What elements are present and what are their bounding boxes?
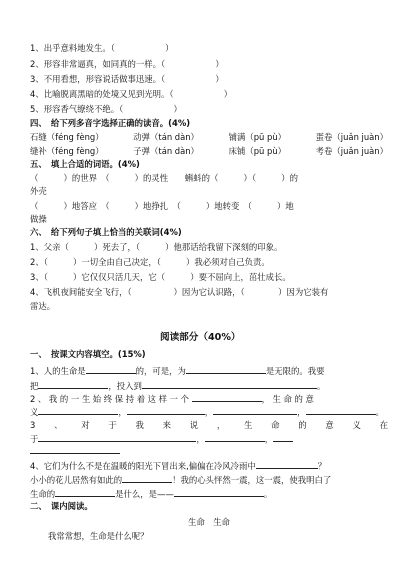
passage-first-line: 我常常想，生命是什么呢？ bbox=[48, 531, 149, 541]
pronunciation-option: 考卷（juǎn juàn） bbox=[315, 146, 388, 156]
reading-q1-line-2: 把 ，投入到 。 bbox=[30, 381, 326, 391]
blank[interactable] bbox=[30, 444, 120, 454]
pronunciation-row-1 bbox=[30, 131, 388, 143]
pronunciation-option: 床铺（pū pù） bbox=[228, 146, 287, 156]
pronunciation-option: 子弹（tán dàn） bbox=[133, 146, 199, 156]
reading-q3-line-3 bbox=[30, 444, 120, 457]
reading-q3-line-1: 3 、 对 于 我 来 说 ， 生 命 的 意 义 在 bbox=[30, 420, 388, 430]
section-6-heading: 六、 给下列句子填上恰当的关联词(4%) bbox=[30, 227, 182, 237]
blank[interactable] bbox=[86, 364, 136, 374]
section-5-heading: 五、 填上合适的词语。(4%) bbox=[30, 159, 140, 169]
pronunciation-option: 动弹（tán dàn） bbox=[133, 132, 199, 142]
reading-q1-line-1: 1、人的生命是 的，可是，为 是无限的。我要 bbox=[30, 366, 325, 376]
reading-section-2-heading: 二、 课内阅读。 bbox=[30, 501, 93, 511]
reading-q4-line-3: 生命的 是什么，是—— 。 bbox=[30, 489, 273, 499]
conjunction-item-1: 1、父亲（ ）死去了，（ ）他那话给我留下深刻的印象。 bbox=[30, 242, 283, 252]
pronunciation-option: 铺满（pū pù） bbox=[228, 132, 287, 142]
reading-q4-line-2: 小小的花儿居然有如此的 ！我的心头怦然一震，这一震，使我明白了 bbox=[30, 475, 332, 485]
blank[interactable] bbox=[256, 459, 318, 469]
fill-words-line-1: （ ）的世界 （ ）的灵性 蝌蚪的（ ）（ ）的 bbox=[30, 173, 298, 183]
definition-item-3: 3、不用看想，形容说话做事迅速。（ ） bbox=[30, 74, 224, 84]
blank[interactable] bbox=[273, 432, 293, 442]
pronunciation-option: 石缝（féng fèng） bbox=[30, 132, 104, 142]
conjunction-item-3: 3、（ ）它仅仅只活几天，它（ ）要不屈向上，茁壮成长。 bbox=[30, 272, 291, 282]
blank[interactable] bbox=[192, 392, 262, 402]
pronunciation-row-2 bbox=[30, 145, 388, 157]
conjunction-item-4: 4、飞机夜间能安全飞行，（ ）因为它认识路，（ ）因为它装有 bbox=[30, 287, 329, 297]
blank[interactable] bbox=[122, 473, 172, 483]
pronunciation-option: 蛋卷（juǎn juàn） bbox=[315, 132, 388, 142]
section-4-heading: 四、 给下列多音字选择正确的读音。(4%) bbox=[30, 118, 191, 128]
fill-words-line-1-cont: 外壳 bbox=[30, 186, 47, 196]
reading-q4-line-1: 4、它们为什么不是在温暖的阳光下冒出来,偏偏在冷风冷雨中 ？ bbox=[30, 461, 327, 471]
definition-item-1: 1、出乎意料地发生。（ ） bbox=[30, 43, 174, 53]
reading-q3-line-2: 于 ， ， bbox=[30, 432, 293, 445]
blank[interactable] bbox=[38, 379, 108, 389]
conjunction-item-2: 2、（ ）一切全由自己决定，（ ）我必须对自己负责。 bbox=[30, 257, 270, 267]
reading-title: 阅读部分（40%） bbox=[160, 332, 241, 343]
reading-q2-line-1: 2、我的一生始终保持着这样一个 ，生命的意 bbox=[30, 394, 317, 404]
blank[interactable] bbox=[38, 405, 118, 415]
blank[interactable] bbox=[55, 487, 115, 497]
blank[interactable] bbox=[186, 364, 266, 374]
blank[interactable] bbox=[38, 432, 196, 442]
blank[interactable] bbox=[174, 487, 264, 497]
blank[interactable] bbox=[205, 432, 265, 442]
definition-item-5: 5、形容香气缭绕不绝。（ ） bbox=[30, 104, 182, 114]
fill-words-line-2-cont: 做操 bbox=[30, 214, 47, 224]
blank[interactable] bbox=[127, 405, 205, 415]
pronunciation-option: 缝补（féng fèng） bbox=[30, 146, 104, 156]
conjunction-item-4-cont: 雷达。 bbox=[30, 301, 56, 311]
definition-item-4: 4、比喻脱离黑暗的处境又见到光明。（ ） bbox=[30, 89, 233, 99]
reading-section-1-heading: 一、 按课文内容填空。(15%) bbox=[30, 349, 146, 359]
definition-item-2: 2、形容非常逼真，如同真的一样。（ ） bbox=[30, 59, 224, 69]
reading-q2-line-2: 义 ， ， ， 。 bbox=[30, 407, 384, 417]
passage-title: 生命 生命 bbox=[188, 517, 230, 527]
blank[interactable] bbox=[142, 379, 317, 389]
blank[interactable] bbox=[213, 405, 297, 415]
blank[interactable] bbox=[306, 405, 376, 415]
fill-words-line-2: （ ）地答应 （ ）地挣扎 （ ）地转变 （ ）地 bbox=[30, 201, 294, 211]
